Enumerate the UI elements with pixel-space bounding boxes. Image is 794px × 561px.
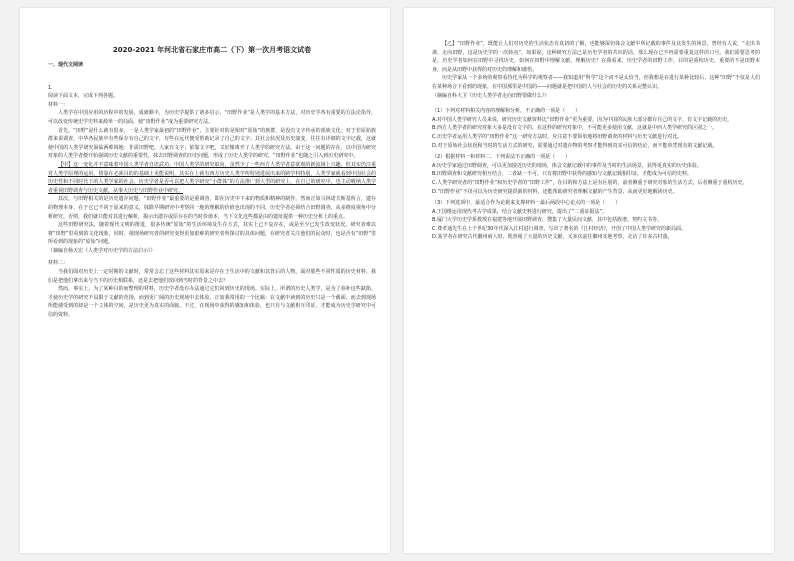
paragraph-marked: 【甲】这一变化并不意味着中国人类学者自虐武功。中国人类学的研究取向，虽然少了一些西方人类学者意欲观的新流域上兴趣，但其实仍注重对人类学原理的运用，倚靠在必须目的的基础上更能说明，其实在上就有西方历史人类学所特别进展出来的跨学科特别，人类学家就看到中国社会的历史性和不同时代下的人类学家的社会，历史学者是否可以把人类学研究“小群体”的方法推广到大型的研究上，在自己的研究中，也主动吸纳人类学者重视田野调查与历史文献，从事大历史与田野作业中研究。 [48,161,376,194]
option-c: C.费孝通先生在上个世纪30年代深入江村进行调查，写出了著名的《江村经济》，开创了中国人类学研究的新局面。 [432,225,686,232]
question-2: （2）根据材料一和材料二，下列说法不正确的一项是（ ） [432,154,571,161]
option-d: D.“田野作业”不仅可以为历史研究提供新的材料，还能帮助研究者理解文献的产生背景，从而更好地解读历史。 [432,188,678,195]
paragraph: 这些田野研究法，随着现代文明的推进，很多传统“原始”的生活环境及生存方式，其实上已不复存在，或是至少已发生改变状况。研究者难以将“田野”里看到的文化现象，同时，视现场研究者的研究变得更加艰难的研究者所探讨的具体问题，在研究者关注他们的民众时，也是否有“田野”里所看到的现象的“原始”问题。 [48,222,376,246]
question-3: （3）下列选项中，最适合作为论据来支撑材料一最后两段中心论点的一项是（ ） [432,200,621,207]
option-b: B.厦门大学历史学系教授在福建等地开展田野调查，搜集了大量民间文献，其中包括族谱、契约文书等。 [432,217,663,224]
paragraph: 历史学家从一个多角的观察看待化为科学的观察者——我知道用“科学”这个词不是太恰当，但我想是在进行某种比较后，这种“田野”不仅是人们在某种场合下看到的现象，在中国那里是中国的——问题就是把中国的人与社会的历史的关系完整认识。 [432,75,760,90]
option-c: C.人类学研究者的“田野作业”和历史学者的“田野工作”，在目的和方法上是有区别的，前者侧重于研究对象的生活方式，后者侧重于重构历史。 [432,179,748,186]
page-content [432,40,760,545]
document-page-left [20,8,390,553]
document-page-right [404,8,774,553]
source-citation: （摘编自杨天宏《人类学对历史学的方法启示》） [48,247,156,254]
paragraph: 然而，事实上，为了某种目的而整理的材料，历史学者没有办法通过它们回到历史的现场。实际上，所谓的历史人类学，是为了弥补这些缺陷，才使历史学的研究不局限于文献的范围，而到更广阔的历史现场中去体验。正如我常用的一个比喻：在文献中读到的历史只是一个截面，而去到现场所能感受到的却是一个立体的空间，是历史更为真实的面貌。不过，在现场中获得的感知和体验，也只有与文献相互印证，才能成为历史学研究中可信的资料。 [48,286,376,319]
exam-title: 2020-2021 年河北省石家庄市高二（下）第一次月考语文试卷 [112,46,312,54]
option-b: B.田野调查和文献研究相互结合，二者缺一不可，只有将田野中获得的感知与文献记载相印证，才能成为可信的史料。 [432,171,693,178]
option-a: A.历史学家通过田野调查，可以更加接近历史的现场，体会文献记载中的事件及当时的生活场景，获得更真实的历史体验。 [432,162,702,169]
option-a: A.对中国人类学研究人员来说，研究历史文献资料比“田野作业”更为重要，因为中国的民族大部分都有自己的文字，有文字记载的历史。 [432,116,733,123]
paragraph: 首先，“田野”是什么就有很多，一是人类学家最初的“田野作业”，主要针对的是相对“原始”的族群，是没有文字传承的部族文化；对于非原始族群来说调查，中华各民族中有些保存有自己的文字，有些在远代便受帮助记录了自己的文字；其社会状况及历史演变，往往有详细的文字记载，这就使中国的人类学研究面临两难境地：非需田野吧，人家有文字；依靠文字吧，又好像离开了人类学的研究方法。由于这一问题的存在，以中国为研究对象的人类学者便开始强调历史文献的重要性，抹去田野调查的历史问题，形成了历史人类学的研究，“田野作业”也随之引入到历史研究中。 [48,127,376,160]
option-d: D.对于原始社会状况和当时的生活方式的研究，需要通过对遗存物的考察才能得到真实可信的结论，而不能单凭现有的文献记载。 [432,142,718,149]
paragraph: 其次，与田野相关的是历史遗存问题，“田野作业”最重要的是重调查，即在历史中下来的物质和精神的制作。然而正如马林诺夫斯基所言，遗存的物理本身，在于它已不同于原来的意义，抹除早期研究中考察同一地的理解的价值也出现的不同，历史学者必须结合田野调查，从多维度视角中分析研究。否则，我们就只能对其进行解析，揭示出遗存或原存在的当时价值本，当下文化这些都是由的遗址提供一种历史分析上的重点。 [48,196,376,220]
paragraph: 【乙】“田野作业”，既能让人们对历史的生活状态有真切的了解，也能够深切体会文献中所记载的事件及其发生的场景。曾经有人说，“走出书斋，走向田野，这是历史学的一次转向”，如果说，这种研究方法已是历史学者的共识的话，那么现在已不再需要重复这样的口号。我们需要思考的是，历史学者如何在田野中寻找历史，如何在田野中理解文献，理解历史？在我看来，历史学者的田野工作，目的是重构历史，重要的不是田野本身，而是从田野中获得的对历史的理解和感悟。 [432,41,760,73]
paragraph: 当我们面对历史上一定时期的文献时，常常会忘了这些材料其实原来是存在于生活中的文献和其背后的人物，面对那些不同性质的历史材料，我们是把他们拿出来与当下的历史相联系，还是去把他们放回到当时的背景之中去？ [48,269,376,284]
section-heading: 一、现代文阅读 [48,62,84,68]
question-number: 1. [48,84,53,91]
option-a: A.王国维运用现代考古学成果，结合文献史料进行研究，提出了“二重证据法”。 [432,208,608,215]
option-c: C.历史学者运用人类学的“田野作业”这一研究方法时，应注意不要简单地将田野调查的材料与历史文献进行对比。 [432,133,683,140]
question-1: （1）下列对材料相关内容的理解和分析，不正确的一项是（ ） [432,108,581,115]
option-d: D.某学者在研究古代徽州商人时，既查阅了大量的历史文献，又多次前往徽州实地考察，走访了许多古村落。 [432,234,673,241]
option-b: B.西方人类学者的研究对象大多是没有文字的，在这样的研究对象中，不可能更多使用文献，这就是中西人类学研究的区别之一。 [432,125,718,132]
material2-label: 材料二： [48,260,69,267]
instruction: 阅读下面文本，完成下列各题。 [48,93,119,100]
paragraph: 人类学在中国应用的历程中的发展，成就颇丰，为历史学提供了诸多启示。“田野作业”是人类学的基本方法，对历史学各有重要的方法论指导，可以改变传统史学史料来源单一的局面，使“田野作业”成为重要研究方法。 [48,110,376,125]
page-content [48,46,376,545]
source-citation: （摘编自科大卫《历史人类学者走向田野要做什么》） [432,92,550,99]
material1-label: 材料一： [48,101,69,108]
